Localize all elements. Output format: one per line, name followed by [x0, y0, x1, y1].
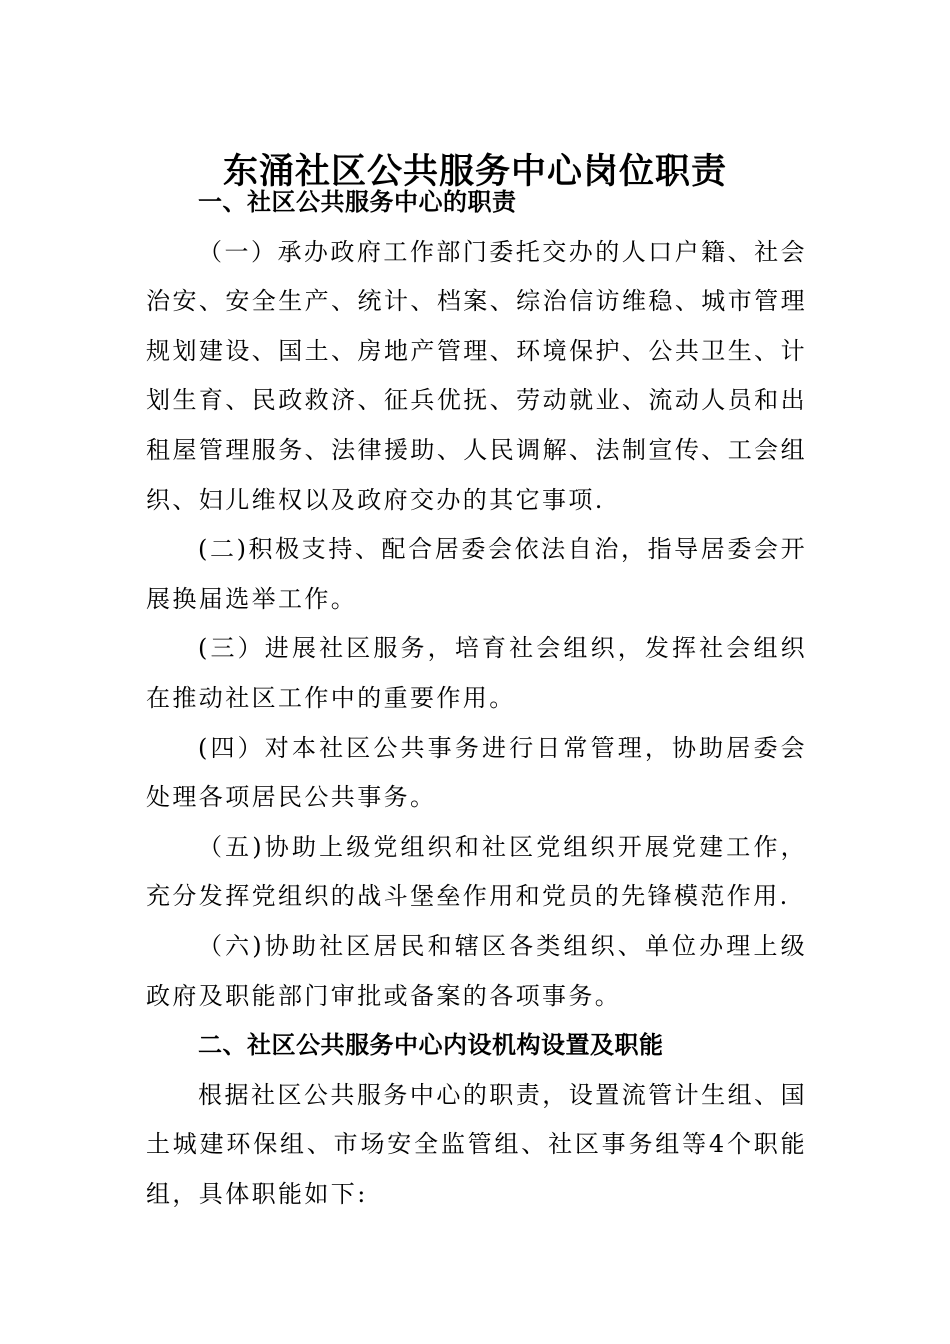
section-heading-2: 二、社区公共服务中心内设机构设置及职能: [198, 1031, 664, 1060]
paragraph-1-3: (三）进展社区服务，培育社会组织，发挥社会组织在推动社区工作中的重要作用。: [146, 634, 807, 712]
paragraph-1-6: （六)协助社区居民和辖区各类组织、单位办理上级政府及职能部门审批或备案的各项事务。: [146, 931, 807, 1010]
section-heading-1: 一、社区公共服务中心的职责: [198, 188, 517, 216]
document-title: 东涌社区公共服务中心岗位职责: [222, 151, 727, 193]
paragraph-1-5: （五)协助上级党组织和社区党组织开展党建工作，充分发挥党组织的战斗堡垒作用和党员的先锋模范作用.: [146, 832, 807, 911]
paragraph-1-4: (四）对本社区公共事务进行日常管理，协助居委会处理各项居民公共事务。: [146, 733, 807, 812]
paragraph-1-2: (二)积极支持、配合居委会依法自治，指导居委会开展换届选举工作。: [146, 535, 807, 613]
paragraph-2-1: 根据社区公共服务中心的职责，设置流管计生组、国土城建环保组、市场安全监管组、社区事务组等4个职能组，具体职能如下:: [146, 1080, 807, 1208]
document-body: [146, 178, 807, 1219]
paragraph-1-1: （一）承办政府工作部门委托交办的人口户籍、社会治安、安全生产、统计、档案、综治信访维稳、城市管理规划建设、国土、房地产管理、环境保护、公共卫生、计划生育、民政救济、征兵优抚、劳动就业、流动人员和出租屋管理服务、法律援助、人民调解、法制宣传、工会组织、妇儿维权以及政府交办的其它事项.: [146, 237, 807, 514]
